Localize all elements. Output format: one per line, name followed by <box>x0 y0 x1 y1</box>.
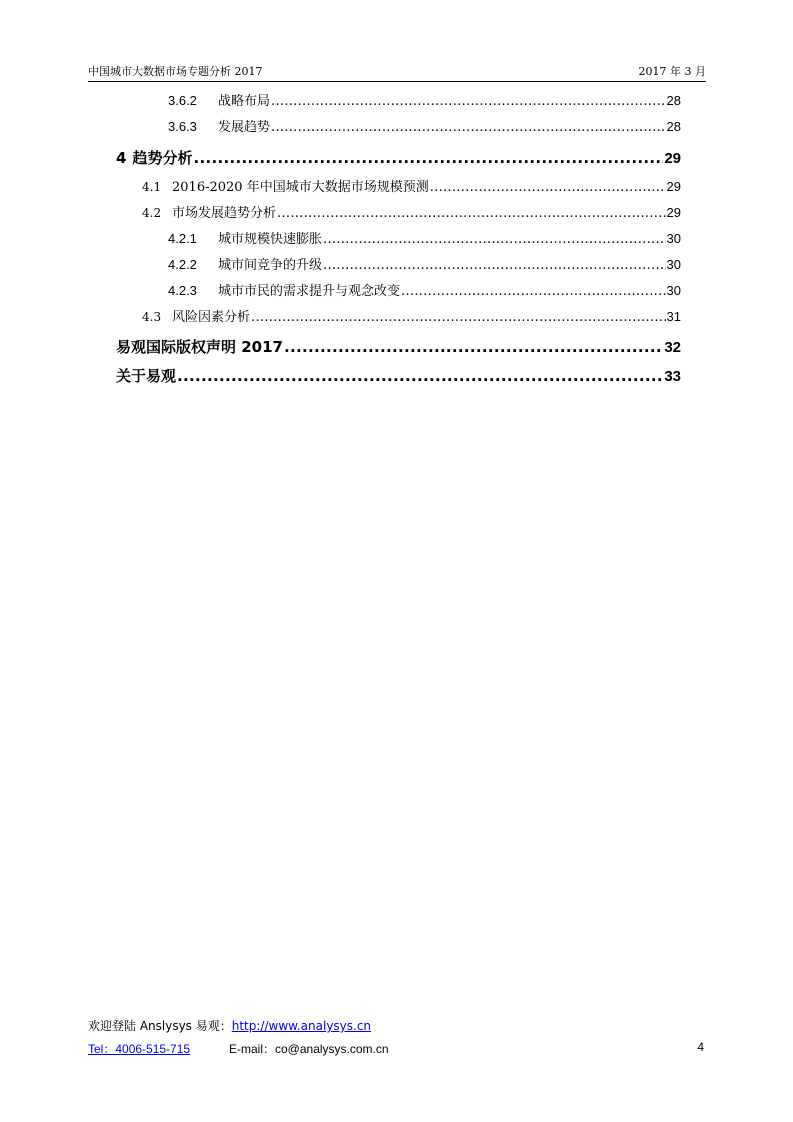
toc-entry[interactable] <box>168 229 681 249</box>
toc-entry[interactable] <box>142 307 681 327</box>
toc-entry[interactable] <box>116 148 681 168</box>
toc-page: 31 <box>666 309 681 324</box>
toc-entry[interactable] <box>142 203 681 223</box>
toc-leader-dots <box>271 118 666 138</box>
toc-number: 4.1 <box>142 180 162 194</box>
toc-entry[interactable] <box>168 91 681 111</box>
footer-email: E-mail：co@analysys.com.cn <box>229 1042 389 1056</box>
footer-tel-link[interactable]: Tel：4006-515-715 <box>88 1042 191 1056</box>
toc-page: 29 <box>664 150 681 167</box>
toc-page: 32 <box>664 339 681 356</box>
header-title: 中国城市大数据市场专题分析 2017 <box>88 65 263 78</box>
toc-number: 4.2.2 <box>168 257 197 272</box>
toc-page: 28 <box>666 93 681 108</box>
toc-page: 30 <box>666 257 681 272</box>
toc-leader-dots <box>193 148 663 168</box>
toc-leader-dots <box>271 92 666 112</box>
toc-page: 33 <box>664 368 681 385</box>
toc-title: 城市规模快速膨胀 <box>218 232 323 247</box>
footer-welcome-text: 欢迎登陆 Anslysys 易观： <box>88 1019 232 1033</box>
toc-leader-dots <box>323 230 666 250</box>
toc-leader-dots <box>277 204 666 224</box>
toc-number: 4.3 <box>142 310 162 324</box>
header-date: 2017 年 3 月 <box>638 65 706 78</box>
toc-title: 城市市民的需求提升与观念改变 <box>218 284 401 299</box>
toc-leader-dots <box>430 178 666 198</box>
toc-title: 关于易观 <box>116 367 177 385</box>
toc-leader-dots <box>401 282 666 302</box>
toc-number: 4.2.1 <box>168 231 197 246</box>
toc-page: 28 <box>666 119 681 134</box>
toc-leader-dots <box>284 337 663 357</box>
toc-title: 易观国际版权声明 2017 <box>116 338 283 356</box>
toc-entry[interactable] <box>116 337 681 357</box>
footer-welcome-line <box>88 1017 706 1034</box>
toc-title: 风险因素分析 <box>172 310 251 325</box>
toc-leader-dots <box>177 366 663 386</box>
footer-website-link[interactable]: http://www.analysys.cn <box>231 1019 372 1033</box>
toc-number: 3.6.3 <box>168 119 197 134</box>
toc-page: 30 <box>666 231 681 246</box>
toc-title: 城市间竞争的升级 <box>218 258 323 273</box>
toc-entry[interactable] <box>142 177 681 197</box>
toc-leader-dots <box>323 256 666 276</box>
toc-entry[interactable] <box>168 281 681 301</box>
toc-page: 30 <box>666 283 681 298</box>
toc-title: 2016-2020 年中国城市大数据市场规模预测 <box>172 180 429 195</box>
toc-number: 3.6.2 <box>168 93 197 108</box>
toc-title: 趋势分析 <box>132 149 193 167</box>
toc-title: 市场发展趋势分析 <box>172 206 277 221</box>
toc-number: 4 <box>116 149 127 167</box>
toc-entry[interactable] <box>168 117 681 137</box>
toc-entry[interactable] <box>116 366 681 386</box>
toc-number: 4.2 <box>142 206 162 220</box>
page-header <box>88 63 706 82</box>
toc-leader-dots <box>251 308 666 328</box>
toc-page: 29 <box>666 179 681 194</box>
toc-page: 29 <box>666 205 681 220</box>
toc-entry[interactable] <box>168 255 681 275</box>
page-number: 4 <box>697 1040 704 1054</box>
toc-title: 战略布局 <box>218 94 271 109</box>
toc-title: 发展趋势 <box>218 120 271 135</box>
toc-number: 4.2.3 <box>168 283 197 298</box>
